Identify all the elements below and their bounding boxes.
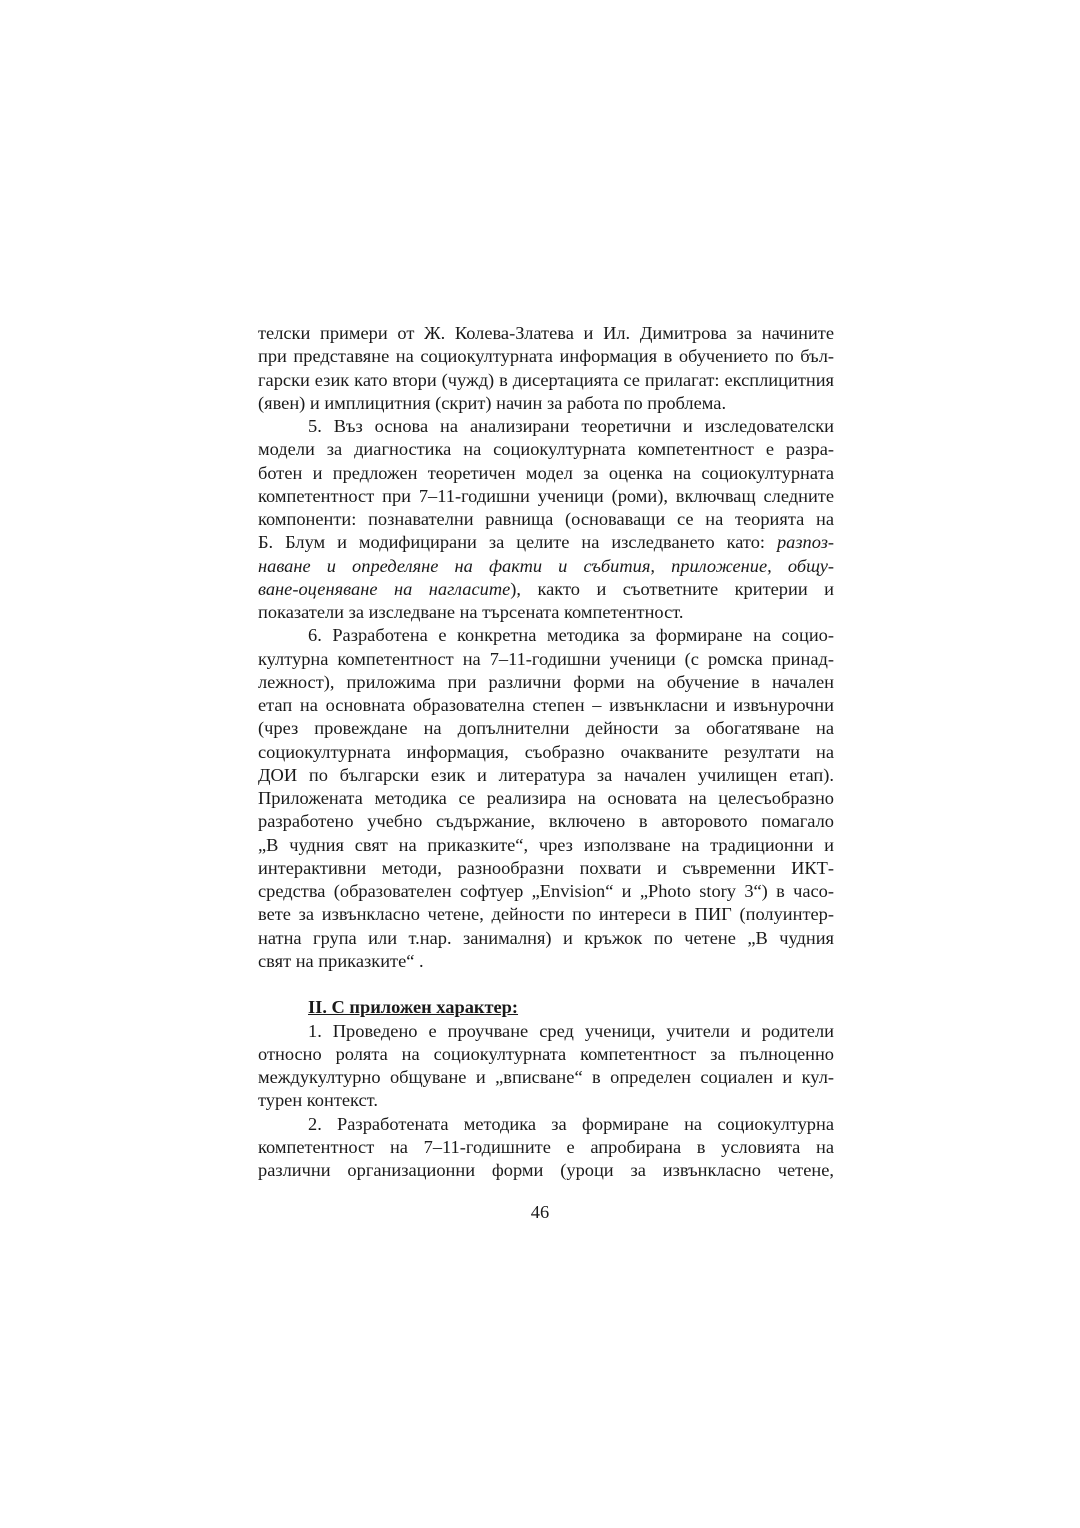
text-segment: ), както и съответните критерии и	[510, 578, 834, 599]
page-number: 46	[530, 1202, 550, 1222]
text-line	[258, 555, 834, 578]
text-line: телски примери от Ж. Колева-Златева и Ил. Димитрова за начините	[258, 323, 834, 343]
text-line	[258, 531, 834, 554]
text-line: вете за извънкласно четене, дейности по интереси в ПИГ (полуинтер-	[258, 904, 834, 925]
text-line: модели за диагностика на социокултурната компетентност е разра-	[258, 439, 834, 460]
section-heading: II. С приложен характер:	[308, 997, 519, 1018]
italic-segment: ване-оценяване на нагласите	[258, 578, 511, 599]
text-line: етап на основната образователна степен – извънкласни и извънурочни	[258, 695, 834, 715]
text-line: относно ролята на социокултурната компетентност за пълноценно	[258, 1043, 834, 1064]
text-segment: Б. Блум и модифицирани за целите на изследването като:	[258, 532, 777, 553]
text-line: „В чудния свят на приказките“, чрез използване на традиционни и	[258, 834, 834, 855]
text-line: натна група или т.нар. занималня) и кръжок по четене „В чудния	[258, 927, 834, 948]
text-line: разработено учебно съдържание, включено в авторовото помагало	[258, 811, 834, 832]
applied-1-first-line: 1. Проведено е проучване сред ученици, учители и родители	[308, 1020, 834, 1041]
text-line: свят на приказките“ .	[258, 950, 424, 971]
text-line: средства (образователен софтуер „Envision“ и „Photo story 3“) в часо-	[258, 881, 834, 901]
applied-2-first-line: 2. Разработената методика за формиране на социокултурна	[308, 1113, 834, 1134]
text-line: лежност), приложима при различни форми на обучение в начален	[258, 671, 834, 692]
text-line: междукултурно общуване и „вписване“ в определен социален и кул-	[258, 1067, 834, 1087]
text-line: (чрез провеждане на допълнителни дейности за обогатяване на	[258, 718, 834, 739]
text-line: компетентност на 7–11-годишните е апробирана в условията на	[258, 1136, 834, 1157]
text-line: компетентност при 7–11-годишни ученици (роми), включващ следните	[258, 485, 834, 506]
text-line: различни организационни форми (уроци за извънкласно четене,	[258, 1160, 834, 1180]
text-line: компоненти: познавателни равнища (основаващи се на теорията на	[258, 509, 834, 529]
text-line: показатели за изследване на търсената компетентност.	[258, 602, 684, 622]
body-text	[258, 322, 834, 1182]
text-line: интерактивни методи, разнообразни похвати и съвременни ИКТ-	[258, 857, 834, 878]
paragraph-6-first-line: 6. Разработена е конкретна методика за формиране на социо-	[308, 625, 834, 646]
text-line: ботен и предложен теоретичен модел за оценка на социокултурната	[258, 462, 834, 483]
text-line: културна компетентност на 7–11-годишни ученици (с ромска принад-	[258, 648, 834, 669]
text-line: (явен) и имплицитния (скрит) начин за работа по проблема.	[258, 392, 727, 413]
text-line: Приложената методика се реализира на основата на целесъобразно	[258, 788, 834, 808]
text-line: при представяне на социокултурната информация в обучението по бъл-	[258, 346, 834, 367]
text-line	[258, 578, 834, 601]
text-line: турен контекст.	[258, 1090, 378, 1111]
text-line: гарски език като втори (чужд) в дисертацията се прилагат: експлицитния	[258, 369, 834, 390]
italic-segment: наване и определяне на факти и събития, приложение, общу-	[258, 555, 834, 576]
spacer	[258, 973, 834, 996]
text-line: ДОИ по български език и литература за начален училищен етап).	[258, 764, 834, 785]
italic-segment: разпоз-	[776, 532, 834, 553]
text-line: социокултурната информация, съобразно очакваните резултати на	[258, 741, 834, 762]
paragraph-5-first-line: 5. Въз основа на анализирани теоретични и изследователски	[308, 416, 834, 436]
